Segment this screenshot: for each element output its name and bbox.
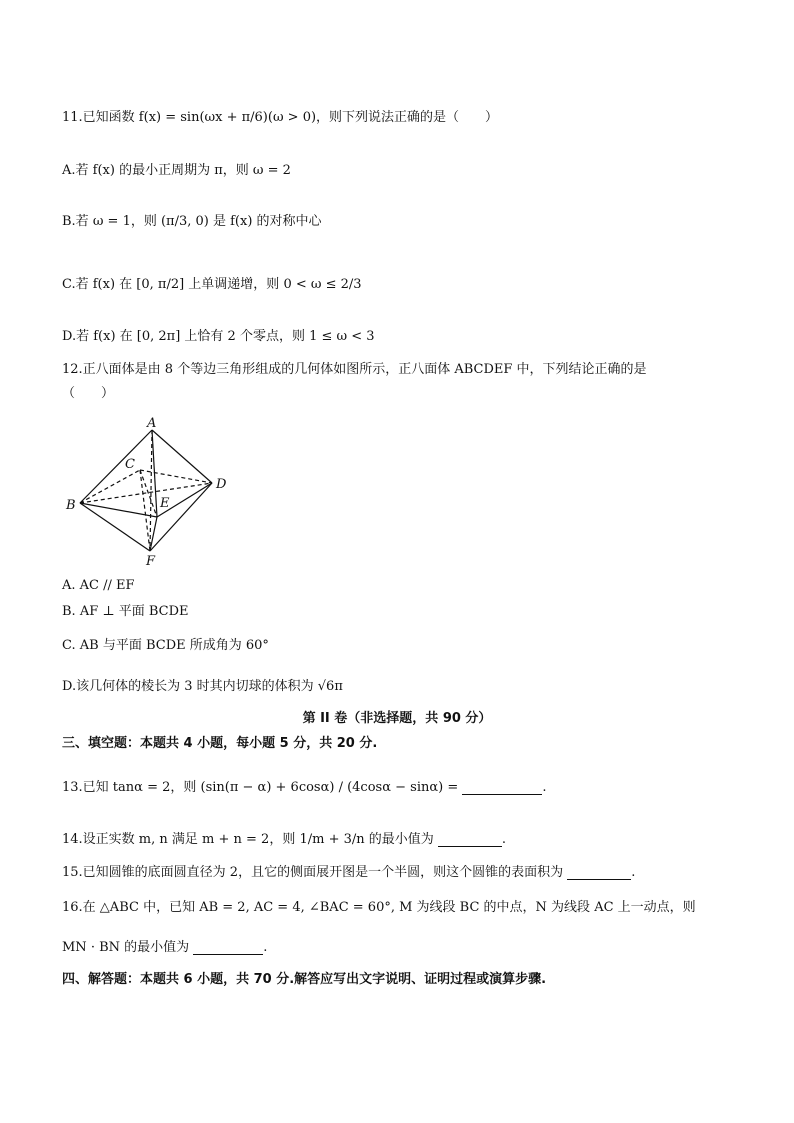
edge-bf — [80, 503, 150, 551]
q14-text: 14.设正实数 m, n 满足 m + n = 2，则 1/m + 3/n 的最小值为 — [62, 832, 434, 847]
q13-text: 13.已知 tanα = 2，则 (sin(π − α) + 6cosα) / (4cosα − sinα) = — [62, 780, 459, 795]
q11-option-a: A.若 f(x) 的最小正周期为 π，则 ω = 2 — [62, 163, 291, 178]
q14: 14.设正实数 m, n 满足 m + n = 2，则 1/m + 3/n 的最小值为 . — [62, 832, 507, 847]
q11-option-d: D.若 f(x) 在 [0, 2π] 上恰有 2 个零点，则 1 ≤ ω < 3 — [62, 329, 375, 344]
q11-option-b: B.若 ω = 1，则 (π/3, 0) 是 f(x) 的对称中心 — [62, 214, 322, 229]
q11-option-c: C.若 f(x) 在 [0, π/2] 上单调递增，则 0 < ω ≤ 2/3 — [62, 277, 362, 292]
q11-stem: 11.已知函数 f(x) = sin(ωx + π/6)(ω > 0)，则下列说法正确的是（ ） — [62, 110, 499, 125]
q12-option-c: C. AB 与平面 BCDE 所成角为 60° — [62, 638, 269, 653]
vertex-label-b: B — [66, 498, 76, 513]
part2-title: 第 II 卷（非选择题，共 90 分） — [302, 711, 492, 726]
q12-stem-paren: （ ） — [62, 386, 115, 401]
vertex-label-e: E — [160, 496, 170, 511]
vertex-label-c: C — [125, 457, 135, 472]
edge-ab — [80, 430, 152, 503]
q16-line2: MN · BN 的最小值为 . — [62, 940, 268, 955]
q13: 13.已知 tanα = 2，则 (sin(π − α) + 6cosα) / (4cosα − sinα) = . — [62, 780, 547, 795]
edge-af-hidden — [150, 430, 152, 551]
q16-text: MN · BN 的最小值为 — [62, 940, 190, 955]
q15: 15.已知圆锥的底面圆直径为 2，且它的侧面展开图是一个半圆，则这个圆锥的表面积为 . — [62, 865, 636, 880]
q13-answer-blank[interactable] — [462, 780, 542, 795]
edge-fd — [150, 483, 212, 551]
q14-answer-blank[interactable] — [438, 832, 502, 847]
q15-text: 15.已知圆锥的底面圆直径为 2，且它的侧面展开图是一个半圆，则这个圆锥的表面积为 — [62, 865, 564, 880]
section-3-heading: 三、填空题：本题共 4 小题，每小题 5 分，共 20 分. — [62, 736, 378, 751]
edge-cf-hidden — [140, 470, 150, 551]
q12-option-a: A. AC // EF — [62, 578, 135, 593]
vertex-label-a: A — [147, 416, 157, 431]
vertex-label-d: D — [216, 477, 227, 492]
edge-ad — [152, 430, 212, 483]
q12-stem: 12.正八面体是由 8 个等边三角形组成的几何体如图所示，正八面体 ABCDEF 中，下列结论正确的是 — [62, 362, 647, 377]
vertex-label-f: F — [146, 554, 156, 568]
q16-line1: 16.在 △ABC 中，已知 AB = 2, AC = 4, ∠BAC = 60°, M 为线段 BC 的中点，N 为线段 AC 上一动点，则 — [62, 900, 696, 915]
q15-answer-blank[interactable] — [567, 865, 631, 880]
q16-answer-blank[interactable] — [193, 940, 263, 955]
octahedron-figure — [62, 413, 242, 568]
q12-option-d: D.该几何体的棱长为 3 时其内切球的体积为 √6π — [62, 679, 343, 694]
q12-option-b: B. AF ⊥ 平面 BCDE — [62, 604, 189, 619]
section-4-heading: 四、解答题：本题共 6 小题，共 70 分.解答应写出文字说明、证明过程或演算步骤. — [62, 972, 547, 987]
